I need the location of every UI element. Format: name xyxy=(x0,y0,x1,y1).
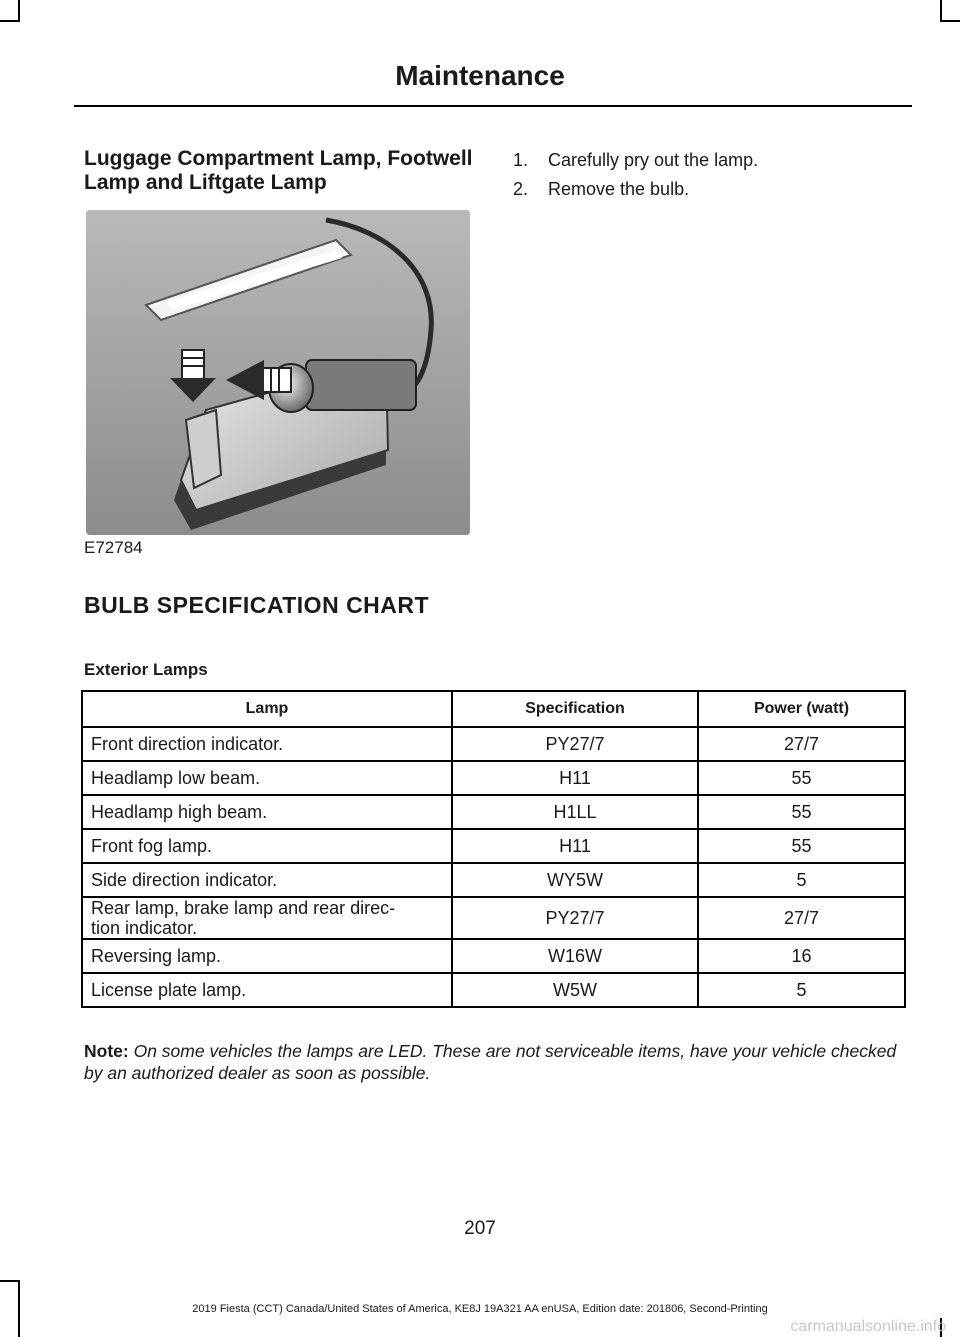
power-cell: 27/7 xyxy=(698,727,905,761)
power-cell: 55 xyxy=(698,795,905,829)
table-row xyxy=(82,727,905,761)
crop-mark-bottom-left-h xyxy=(0,1280,20,1282)
step-text: Carefully pry out the lamp. xyxy=(548,150,759,170)
note-label: Note: xyxy=(84,1041,129,1061)
step-number: 1. xyxy=(513,150,529,170)
table-row xyxy=(82,863,905,897)
lamp-cell: Front direction indicator. xyxy=(82,727,452,761)
instruction-steps xyxy=(513,146,758,204)
spec-cell: WY5W xyxy=(452,863,698,897)
table-row xyxy=(82,795,905,829)
section-heading: Luggage Compartment Lamp, Footwell Lamp and Liftgate Lamp xyxy=(84,147,473,194)
note-paragraph xyxy=(84,1040,904,1084)
power-cell: 5 xyxy=(698,863,905,897)
lamp-cell: Reversing lamp. xyxy=(82,939,452,973)
power-cell: 55 xyxy=(698,761,905,795)
table-subheading: Exterior Lamps xyxy=(84,660,208,679)
lamp-cell: Front fog lamp. xyxy=(82,829,452,863)
crop-mark-top-right xyxy=(940,0,942,22)
column-header-lamp: Lamp xyxy=(82,691,452,727)
power-cell: 55 xyxy=(698,829,905,863)
spec-cell: W5W xyxy=(452,973,698,1007)
spec-cell: H11 xyxy=(452,829,698,863)
note-text: On some vehicles the lamps are LED. These are not serviceable items, have your vehicle checked by an authorized dealer as soon as possible. xyxy=(84,1041,897,1083)
step-item xyxy=(513,175,758,204)
table-row xyxy=(82,973,905,1007)
header-divider xyxy=(74,105,912,107)
lamp-cell: License plate lamp. xyxy=(82,973,452,1007)
power-cell: 5 xyxy=(698,973,905,1007)
crop-mark-top-right-h xyxy=(940,20,960,22)
lamp-illustration xyxy=(86,210,470,535)
lamp-cell: Side direction indicator. xyxy=(82,863,452,897)
spec-cell: PY27/7 xyxy=(452,897,698,939)
lamp-cell: Headlamp high beam. xyxy=(82,795,452,829)
page-footer: 2019 Fiesta (CCT) Canada/United States of America, KE8J 19A321 AA enUSA, Edition date: 201806, Second-Printing xyxy=(192,1303,768,1315)
lamp-cell: Rear lamp, brake lamp and rear direc- tion indicator. xyxy=(82,897,452,939)
power-cell: 27/7 xyxy=(698,897,905,939)
table-row xyxy=(82,897,905,939)
power-cell: 16 xyxy=(698,939,905,973)
step-text: Remove the bulb. xyxy=(548,179,690,199)
page-number: 207 xyxy=(464,1218,496,1239)
spec-cell: H11 xyxy=(452,761,698,795)
figure-id: E72784 xyxy=(84,538,143,557)
spec-cell: H1LL xyxy=(452,795,698,829)
step-number: 2. xyxy=(513,179,529,199)
spec-cell: W16W xyxy=(452,939,698,973)
table-row xyxy=(82,939,905,973)
crop-mark-top-left xyxy=(18,0,20,22)
table-header-row xyxy=(82,691,905,727)
crop-mark-top-left-h xyxy=(0,20,20,22)
lamp-removal-figure xyxy=(86,210,470,535)
lamp-cell: Headlamp low beam. xyxy=(82,761,452,795)
table-row xyxy=(82,829,905,863)
spec-cell: PY27/7 xyxy=(452,727,698,761)
bulb-spec-table xyxy=(81,690,906,1008)
column-header-specification: Specification xyxy=(452,691,698,727)
chart-heading: BULB SPECIFICATION CHART xyxy=(84,592,430,618)
table-row xyxy=(82,761,905,795)
column-header-power: Power (watt) xyxy=(698,691,905,727)
watermark: carmanualsonline.info xyxy=(790,1318,946,1335)
page-header-title: Maintenance xyxy=(395,60,565,91)
step-item xyxy=(513,146,758,175)
